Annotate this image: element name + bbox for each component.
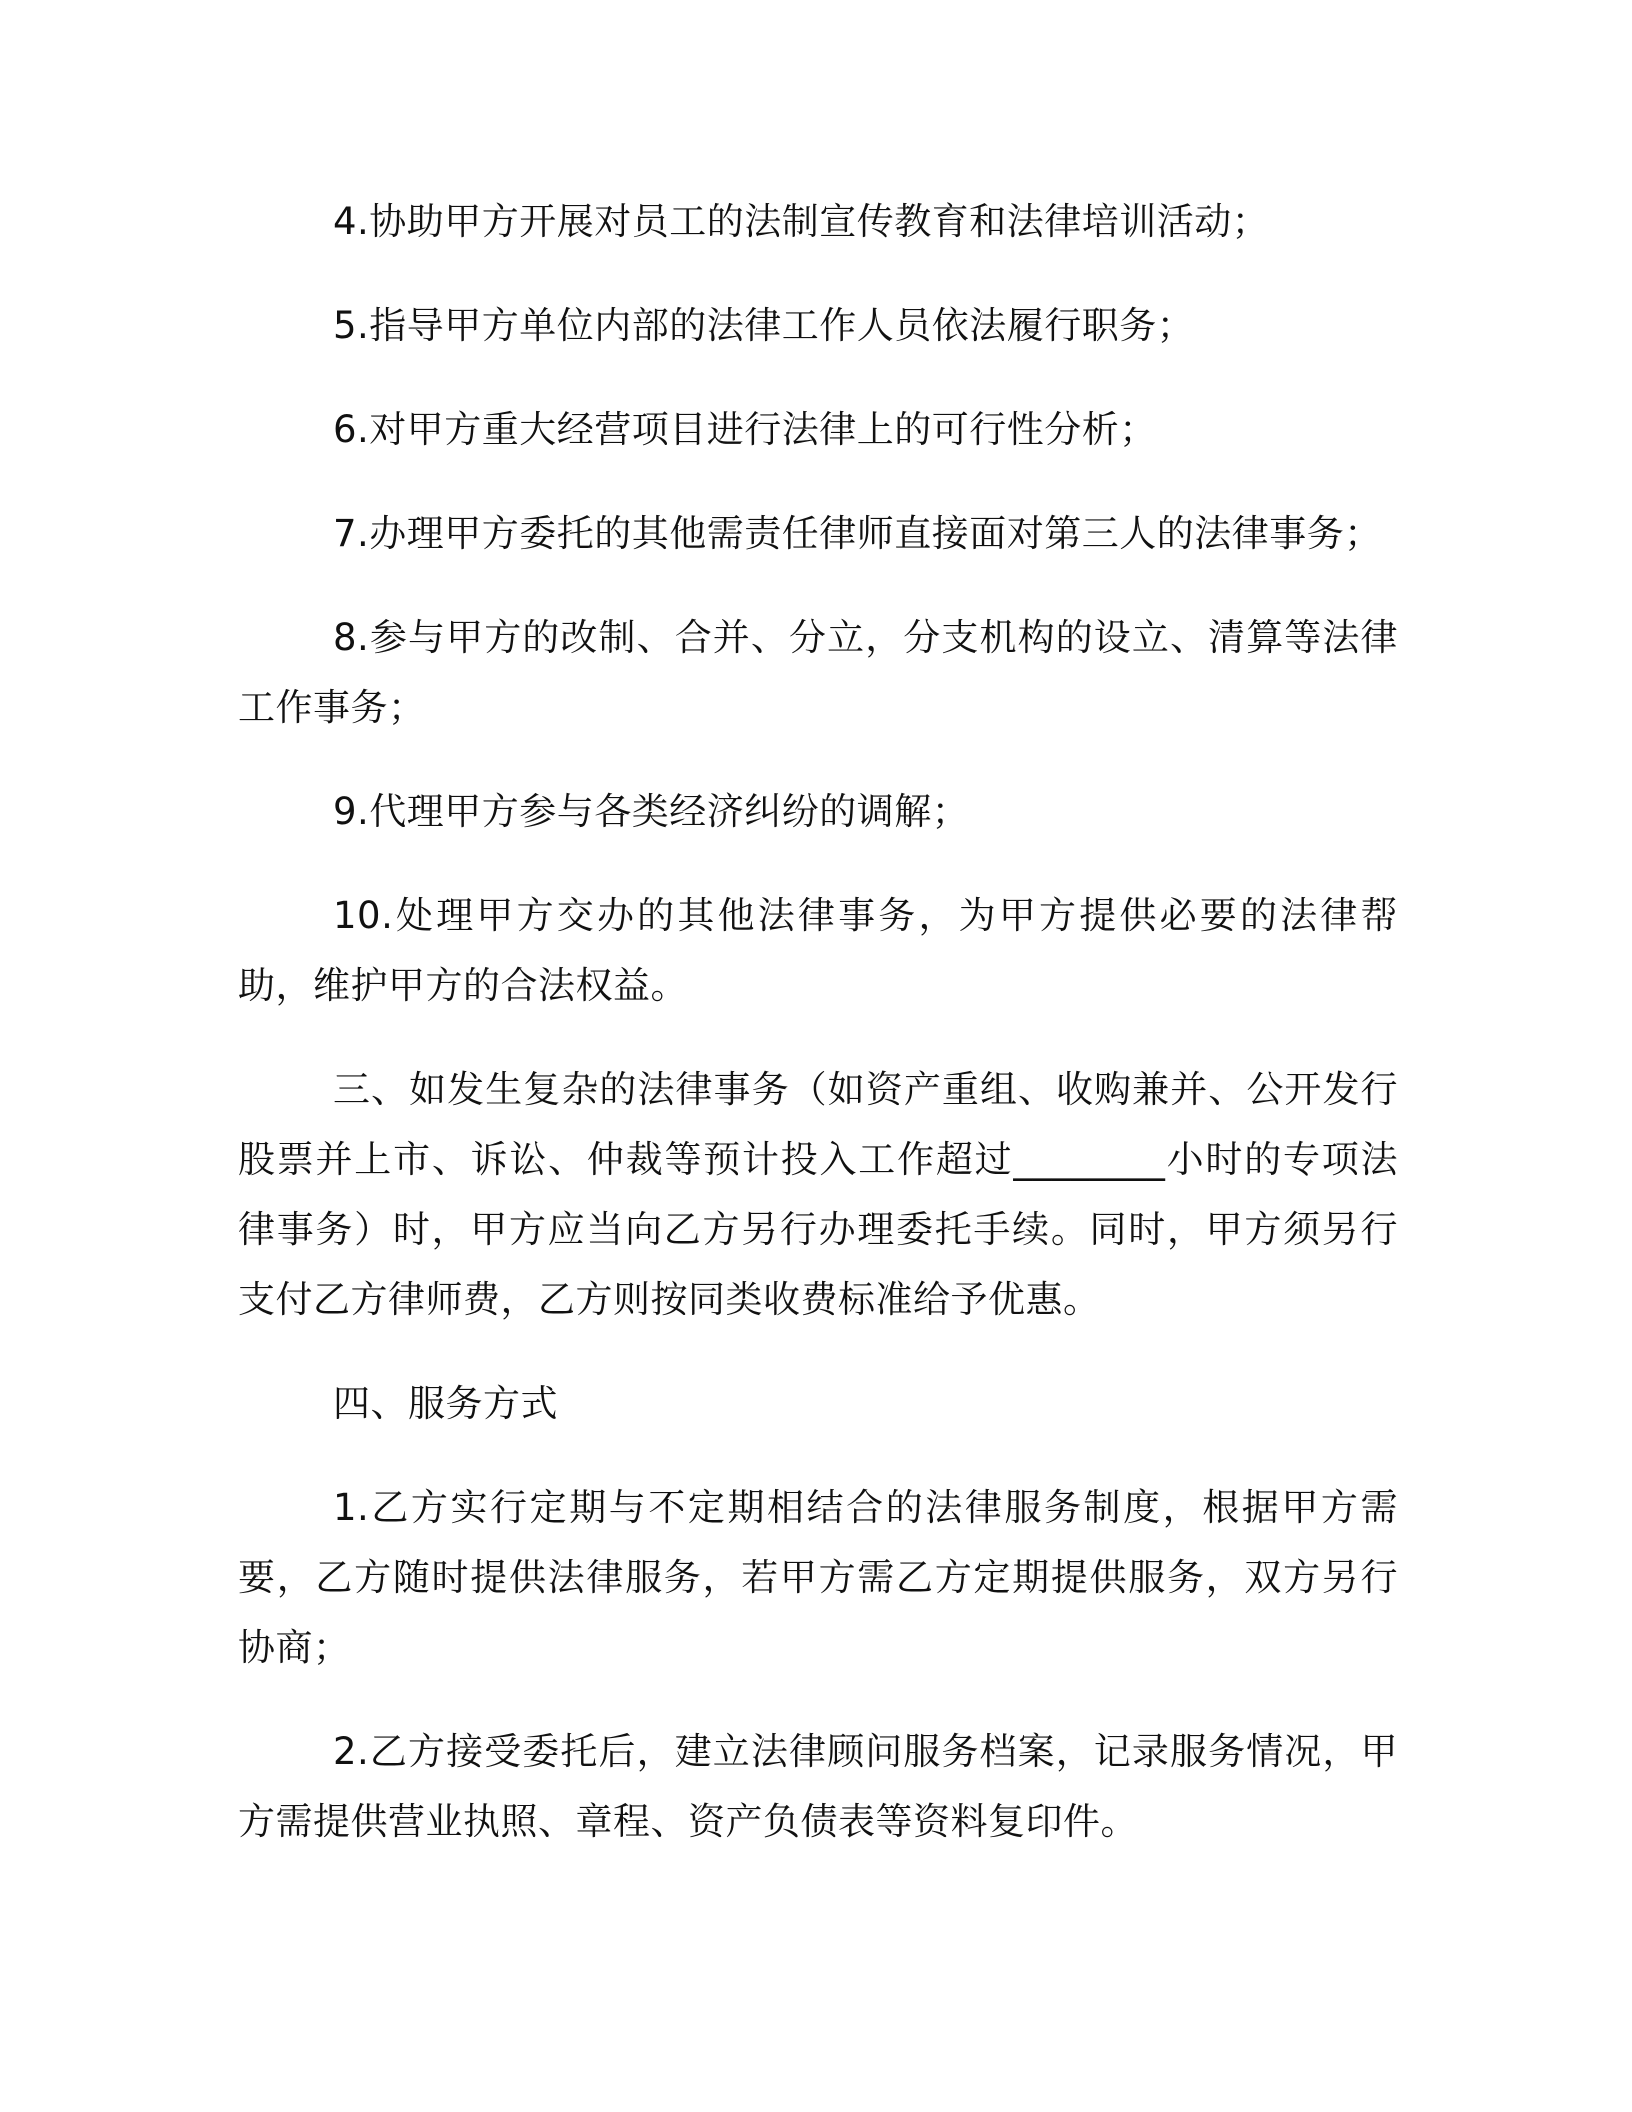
paragraph-section-3: 三、如发生复杂的法律事务（如资产重组、收购兼并、公开发行股票并上市、诉讼、仲裁等预计投入工作超过________小时的专项法律事务）时，甲方应当向乙方另行办理委托手续。同时，甲方须另行支付乙方律师费，乙方则按同类收费标准给予优惠。 bbox=[238, 1068, 1398, 1321]
paragraph-item-5: 5.指导甲方单位内部的法律工作人员依法履行职务； bbox=[333, 304, 1195, 347]
paragraph-item-8: 8.参与甲方的改制、合并、分立，分支机构的设立、清算等法律工作事务； bbox=[238, 616, 1398, 729]
document-body bbox=[238, 187, 1398, 1857]
section-heading-service-method: 四、服务方式 bbox=[333, 1382, 558, 1425]
paragraph-item-6: 6.对甲方重大经营项目进行法律上的可行性分析； bbox=[333, 408, 1157, 451]
paragraph-service-1: 1.乙方实行定期与不定期相结合的法律服务制度，根据甲方需要，乙方随时提供法律服务，若甲方需乙方定期提供服务，双方另行协商； bbox=[238, 1486, 1398, 1669]
paragraph-item-9: 9.代理甲方参与各类经济纠纷的调解； bbox=[333, 790, 970, 833]
paragraph-item-10: 10.处理甲方交办的其他法律事务，为甲方提供必要的法律帮助，维护甲方的合法权益。 bbox=[238, 894, 1398, 1007]
paragraph-item-7: 7.办理甲方委托的其他需责任律师直接面对第三人的法律事务； bbox=[333, 512, 1382, 555]
paragraph-item-4: 4.协助甲方开展对员工的法制宣传教育和法律培训活动； bbox=[333, 200, 1270, 243]
paragraph-service-2: 2.乙方接受委托后，建立法律顾问服务档案，记录服务情况，甲方需提供营业执照、章程、资产负债表等资料复印件。 bbox=[238, 1730, 1398, 1843]
